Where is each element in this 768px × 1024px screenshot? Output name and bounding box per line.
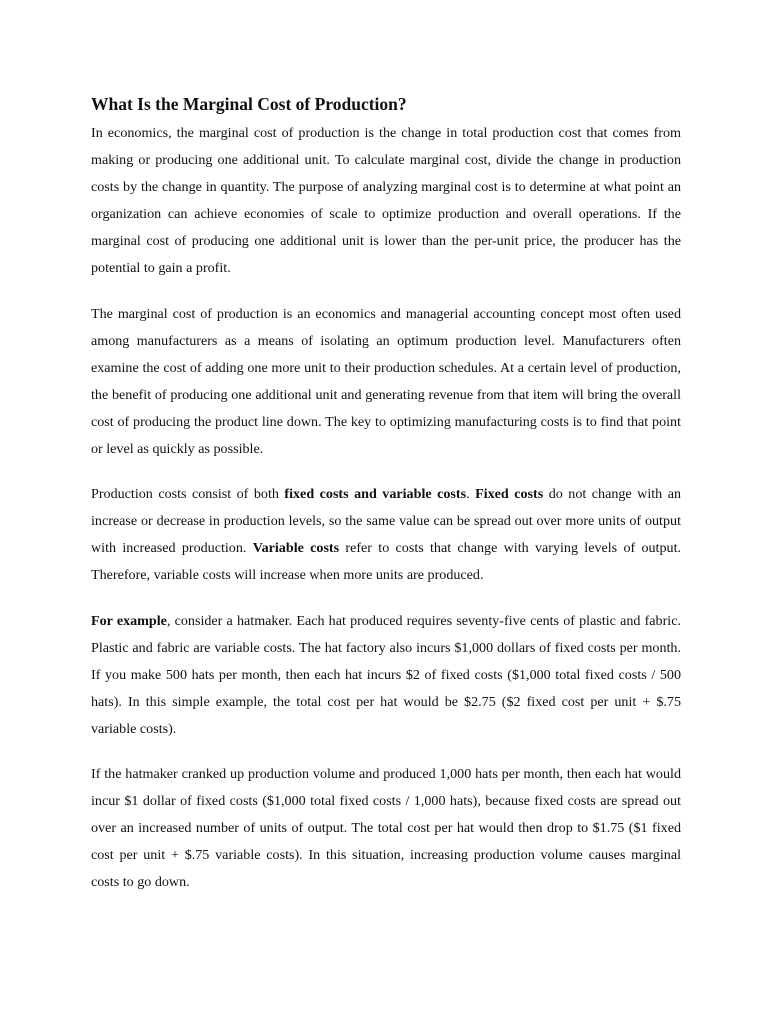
text-span: , consider a hatmaker. Each hat produced requires seventy-five cents of plastic and fabric. Plastic and fabric are variable costs. The hat factory also incurs $1,000 dollars of fixed costs per month. If you make 500 hats per month, then each hat incurs $2 of fixed costs ($1,000 total fixed costs / 500 hats). In this simple example, the total cost per hat would be $2.75 ($2 fixed cost per unit + $.75 variable costs).	[91, 612, 681, 737]
paragraph-manufacturers: The marginal cost of production is an economics and managerial accounting concept most often used among manufacturers as a means of isolating an optimum production level. Manufacturers often examine the cost of adding one more unit to their production schedules. At a certain level of production, the benefit of producing one additional unit and generating revenue from that item will bring the overall cost of producing the product line down. The key to optimizing manufacturing costs is to find that point or level as quickly as possible.	[91, 305, 681, 458]
text-span: .	[466, 486, 476, 503]
paragraph-example	[91, 608, 681, 743]
text-span: refer to costs that change with varying levels of output. Therefore, variable costs will increase when more units are produced.	[91, 540, 682, 584]
bold-fixed-and-variable-costs: fixed costs and variable costs	[284, 486, 467, 503]
paragraph-volume: If the hatmaker cranked up production volume and produced 1,000 hats per month, then each hat would incur $1 dollar of fixed costs ($1,000 total fixed costs / 1,000 hats), because fixed costs are spread out over an increased number of units of output. The total cost per hat would then drop to $1.75 ($1 fixed cost per unit + $.75 variable costs). In this situation, increasing production volume causes marginal costs to go down.	[91, 765, 681, 891]
paragraph-definition: In economics, the marginal cost of production is the change in total production cost that comes from making or producing one additional unit. To calculate marginal cost, divide the change in production costs by the change in quantity. The purpose of analyzing marginal cost is to determine at what point an organization can achieve economies of scale to optimize production and overall operations. If the marginal cost of producing one additional unit is lower than the per-unit price, the producer has the potential to gain a profit.	[91, 125, 681, 277]
document-title: What Is the Marginal Cost of Production?	[91, 94, 407, 114]
paragraph-cost-types	[91, 481, 681, 589]
bold-fixed-costs: Fixed costs	[475, 486, 544, 503]
bold-variable-costs: Variable costs	[252, 540, 340, 557]
text-span: Production costs consist of both	[91, 486, 285, 503]
document-page	[91, 92, 681, 914]
text-span: do not change with an increase or decrease in production levels, so the same value can be spread out over more units of output with increased production.	[91, 486, 682, 557]
bold-for-example: For example	[91, 612, 167, 629]
